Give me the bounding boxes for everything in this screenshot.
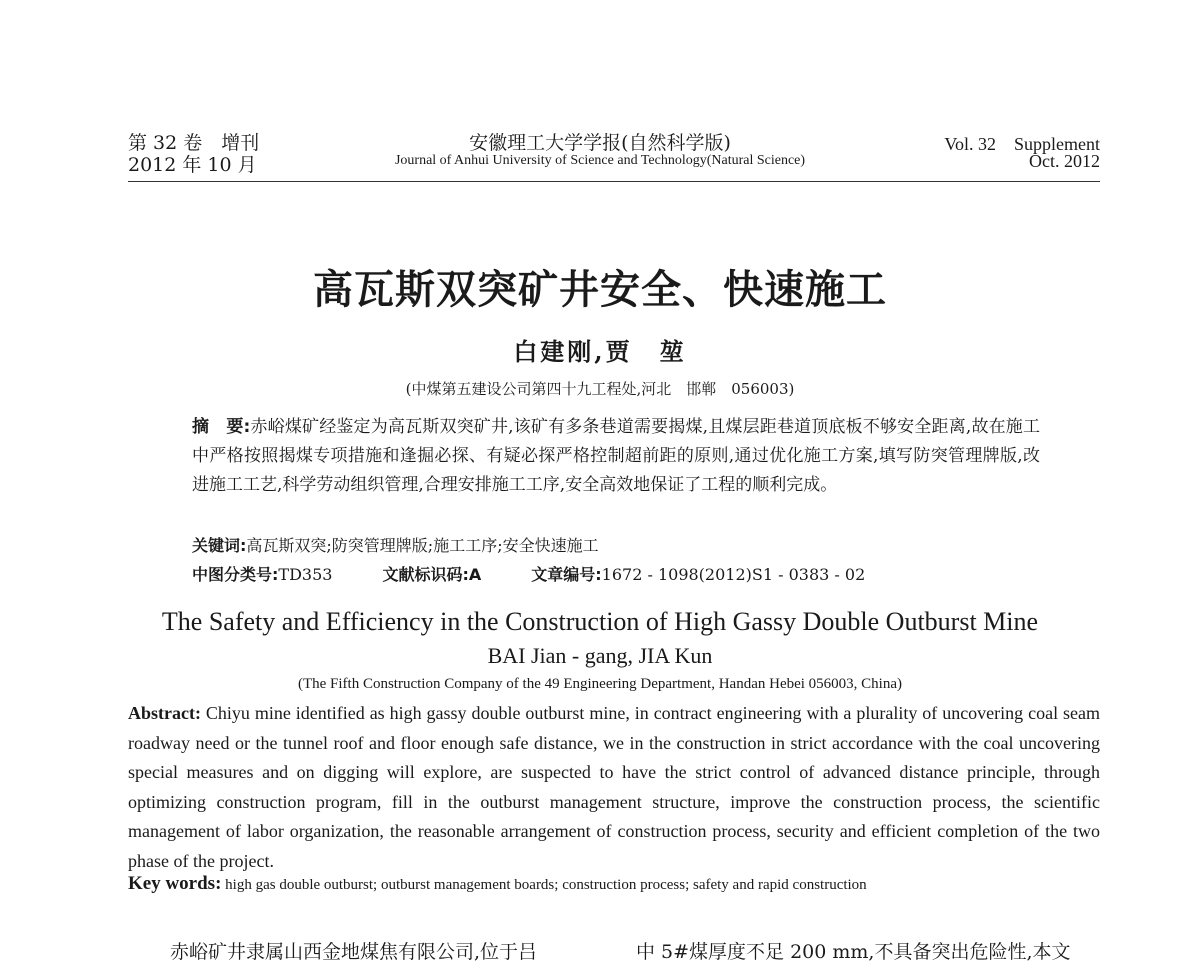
volume-en: Vol. 32 Supplement (944, 134, 1100, 154)
authors-cn: 白建刚,贾 堃 (513, 337, 687, 366)
abstract-cn-label: 摘 要: (192, 417, 251, 437)
journal-name-cn: 安徽理工大学学报(自然科学版) (469, 132, 731, 154)
body-column-1-line: 赤峪矿井隶属山西金地煤焦有限公司,位于吕 (170, 941, 538, 963)
abstract-en-text: Chiyu mine identified as high gassy double outburst mine, in contract engineering with a plurality of uncovering coal seam roadway need or the tunnel roof and floor enough safe distance, we in the construction in strict accordance with the coal uncovering special measures and on digging will explore, are suspected to have the strict control of advanced distance principle, through optimizing construction program, fill in the outburst management structure, improve the construction process, the scientific management of labor organization, the reasonable arrangement of construction process, security and efficient completion of the two phase of the project. (128, 703, 1100, 871)
keywords-cn (192, 533, 599, 556)
abstract-cn (192, 413, 1040, 500)
keywords-en (128, 873, 867, 895)
paper-title-cn: 高瓦斯双突矿井安全、快速施工 (313, 266, 887, 313)
volume-cn: 第 32 卷 增刊 (128, 132, 260, 154)
affiliation-en: (The Fifth Construction Company of the 49 Engineering Department, Handan Hebei 056003, China) (297, 676, 903, 692)
doc-code-value: A (468, 565, 482, 584)
clc-label: 中图分类号: (192, 565, 279, 584)
affiliation-cn: (中煤第五建设公司第四十九工程处,河北 邯郸 056003) (405, 380, 795, 398)
abstract-en (128, 699, 1100, 876)
keywords-cn-text: 高瓦斯双突;防突管理牌版;施工工序;安全快速施工 (246, 536, 599, 555)
keywords-en-text: high gas double outburst; outburst management boards; construction process; safety and rapid construction (221, 877, 867, 893)
paper-title-en: The Safety and Efficiency in the Construction of High Gassy Double Outburst Mine (161, 607, 1039, 636)
doc-code-label: 文献标识码: (382, 565, 469, 584)
keywords-en-label: Key words: (128, 873, 222, 894)
authors-en: BAI Jian - gang, JIA Kun (487, 643, 713, 668)
date-en: Oct. 2012 (1029, 151, 1100, 171)
abstract-en-label: Abstract: (128, 703, 201, 723)
body-column-2-line: 中 5#煤厚度不足 200 mm,不具备突出危险性,本文 (636, 941, 1071, 963)
keywords-cn-label: 关键词: (192, 536, 247, 555)
date-cn: 2012 年 10 月 (128, 154, 257, 176)
classification-row (192, 562, 865, 585)
clc-value: TD353 (278, 565, 333, 584)
article-id-label: 文章编号: (531, 565, 602, 584)
journal-name-en: Journal of Anhui University of Science and Technology(Natural Science) (394, 153, 806, 168)
header-rule (128, 181, 1100, 182)
abstract-cn-text: 赤峪煤矿经鉴定为高瓦斯双突矿井,该矿有多条巷道需要揭煤,且煤层距巷道顶底板不够安全距离,故在施工中严格按照揭煤专项措施和逢掘必探、有疑必探严格控制超前距的原则,通过优化施工方案,填写防突管理牌版,改进施工工艺,科学劳动组织管理,合理安排施工工序,安全高效地保证了工程的顺利完成。 (192, 417, 1040, 495)
article-id-value: 1672 - 1098(2012)S1 - 0383 - 02 (601, 565, 866, 584)
